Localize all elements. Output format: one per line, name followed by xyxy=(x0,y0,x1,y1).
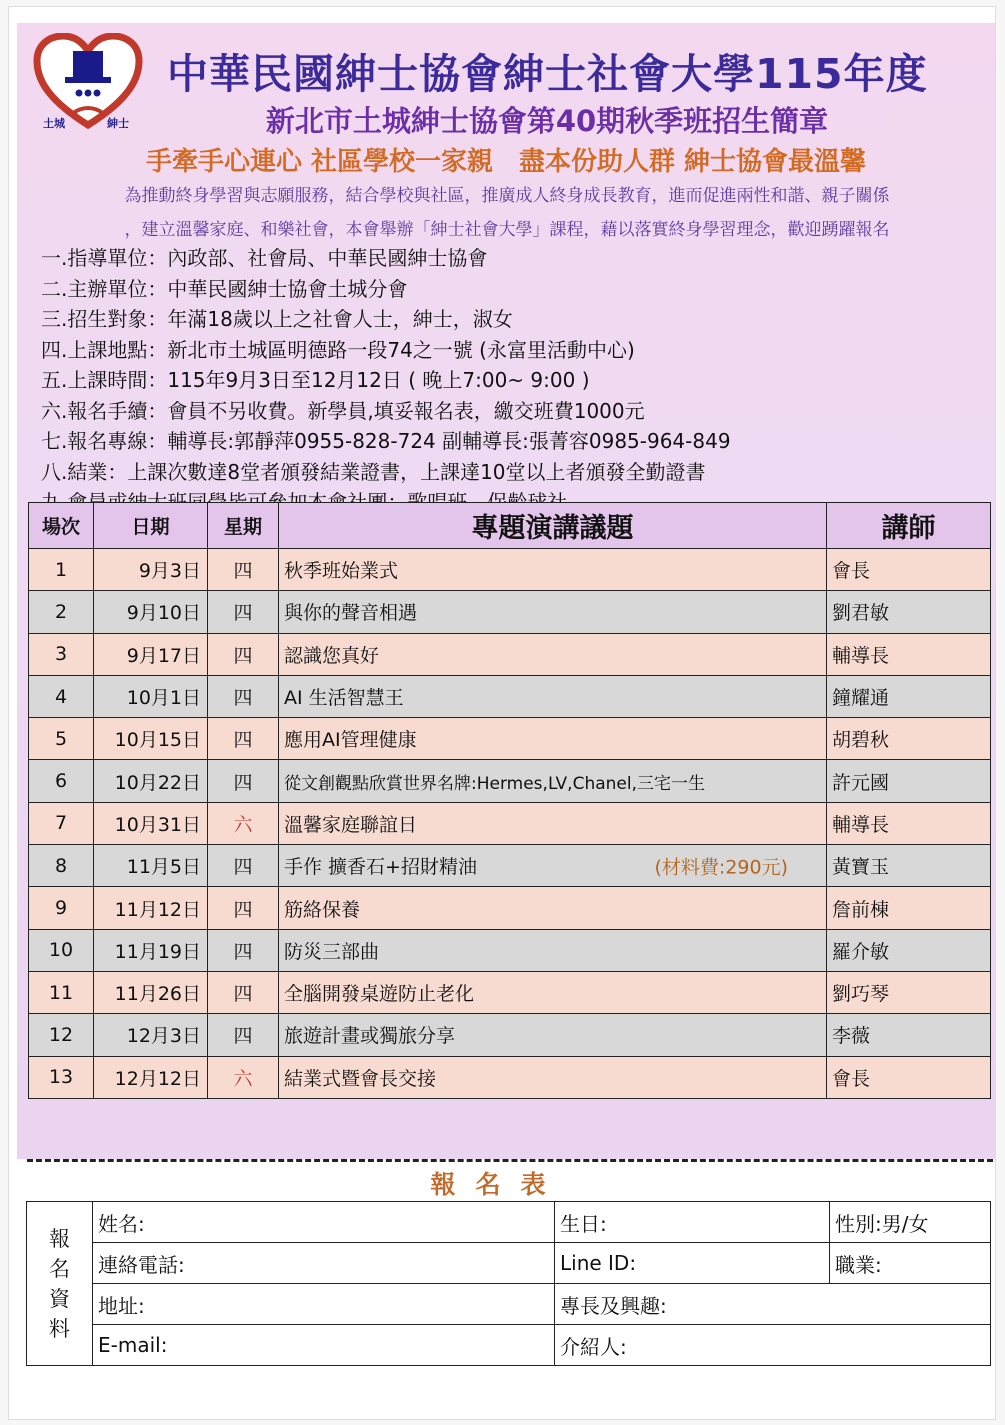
page-title: 中華民國紳士協會紳士社會大學115年度 xyxy=(167,50,928,98)
info-item-clubs: 九.會員或紳大班同學皆可參加本會社團：歌唱班、保齡球社 xyxy=(41,490,568,514)
session-date: 10月1日 xyxy=(94,675,208,717)
session-weekday: 四 xyxy=(208,887,279,929)
session-no: 13 xyxy=(29,1056,94,1098)
session-date: 11月19日 xyxy=(94,929,208,971)
session-no: 5 xyxy=(29,718,94,760)
referrer-field[interactable]: 介紹人: xyxy=(555,1325,991,1366)
table-row xyxy=(29,591,991,633)
info-item-guidance: 一.指導單位：內政部、社會局、中華民國紳士協會 xyxy=(41,246,488,270)
table-row xyxy=(29,633,991,675)
session-no: 3 xyxy=(29,633,94,675)
session-lecturer: 黃寶玉 xyxy=(827,845,991,887)
registration-form xyxy=(26,1201,991,1366)
session-lecturer: 詹前棟 xyxy=(827,887,991,929)
session-topic: 旅遊計畫或獨旅分享 xyxy=(279,1014,827,1056)
session-weekday: 四 xyxy=(208,971,279,1013)
session-no: 8 xyxy=(29,845,94,887)
session-weekday: 四 xyxy=(208,718,279,760)
session-weekday: 四 xyxy=(208,760,279,802)
page-subtitle: 新北市土城紳士協會第40期秋季班招生簡章 xyxy=(265,104,829,138)
session-topic: 認識您真好 xyxy=(279,633,827,675)
session-no: 1 xyxy=(29,549,94,591)
table-row xyxy=(29,887,991,929)
occupation-field[interactable]: 職業: xyxy=(830,1243,991,1284)
info-item-registration: 六.報名手續：會員不另收費。新學員,填妥報名表，繳交班費1000元 xyxy=(41,398,645,423)
session-no: 10 xyxy=(29,929,94,971)
session-lecturer: 李薇 xyxy=(827,1014,991,1056)
session-date: 9月17日 xyxy=(94,633,208,675)
session-topic: 應用AI管理健康 xyxy=(279,718,827,760)
email-field[interactable]: E-mail: xyxy=(93,1325,555,1366)
session-topic: 溫馨家庭聯誼日 xyxy=(279,802,827,844)
session-date: 9月10日 xyxy=(94,591,208,633)
session-date: 11月5日 xyxy=(94,845,208,887)
session-lecturer: 會長 xyxy=(827,1056,991,1098)
info-item-organizer: 二.主辦單位：中華民國紳士協會土城分會 xyxy=(41,276,408,301)
session-weekday: 四 xyxy=(208,845,279,887)
schedule-header-row xyxy=(29,503,991,549)
phone-field[interactable]: 連絡電話: xyxy=(93,1243,555,1284)
session-topic: 防災三部曲 xyxy=(279,929,827,971)
session-no: 12 xyxy=(29,1014,94,1056)
session-weekday: 四 xyxy=(208,1014,279,1056)
session-weekday: 六 xyxy=(208,1056,279,1098)
session-no: 9 xyxy=(29,887,94,929)
line-id-field[interactable]: Line ID: xyxy=(555,1243,830,1284)
schedule-table xyxy=(28,502,991,1099)
session-lecturer: 會長 xyxy=(827,549,991,591)
registration-form-title: 報名表 xyxy=(430,1170,566,1199)
session-weekday: 四 xyxy=(208,633,279,675)
session-lecturer: 許元國 xyxy=(827,760,991,802)
session-no: 2 xyxy=(29,591,94,633)
session-lecturer: 胡碧秋 xyxy=(827,718,991,760)
col-header-weekday: 星期 xyxy=(208,503,279,549)
session-no: 11 xyxy=(29,971,94,1013)
session-weekday: 六 xyxy=(208,802,279,844)
table-row xyxy=(29,845,991,887)
association-logo xyxy=(33,33,143,131)
info-item-location: 四.上課地點：新北市土城區明德路一段74之一號 (永富里活動中心) xyxy=(41,337,635,362)
session-lecturer: 鐘耀通 xyxy=(827,675,991,717)
table-row xyxy=(29,971,991,1013)
col-header-topic: 專題演講議題 xyxy=(279,503,827,549)
info-item-hotline: 七.報名專線：輔導長:郭靜萍0955-828-724 副輔導長:張菁容0985-964-849 xyxy=(41,429,731,453)
col-header-session: 場次 xyxy=(29,503,94,549)
session-date: 11月26日 xyxy=(94,971,208,1013)
session-date: 12月3日 xyxy=(94,1014,208,1056)
table-row xyxy=(29,549,991,591)
session-date: 9月3日 xyxy=(94,549,208,591)
table-row xyxy=(29,929,991,971)
session-date: 10月31日 xyxy=(94,802,208,844)
session-topic: 全腦開發桌遊防止老化 xyxy=(279,971,827,1013)
table-row xyxy=(29,802,991,844)
session-topic: 手作 擴香石+招財精油 xyxy=(284,856,477,879)
session-date: 12月12日 xyxy=(94,1056,208,1098)
session-lecturer: 劉巧琴 xyxy=(827,971,991,1013)
table-row xyxy=(29,675,991,717)
info-list xyxy=(41,243,981,518)
session-lecturer: 輔導長 xyxy=(827,802,991,844)
info-item-time: 五.上課時間：115年9月3日至12月12日 ( 晚上7:00~ 9:00 ) xyxy=(41,368,590,392)
table-row xyxy=(29,1056,991,1098)
form-side-label: 報 名 資 料 xyxy=(27,1202,93,1366)
col-header-date: 日期 xyxy=(94,503,208,549)
logo-text-right: 紳士 xyxy=(107,117,129,130)
session-topic: 秋季班始業式 xyxy=(279,549,827,591)
table-row xyxy=(29,718,991,760)
session-topic: 從文創觀點欣賞世界名牌:Hermes,LV,Chanel,三宅一生 xyxy=(279,760,827,802)
session-lecturer: 羅介敏 xyxy=(827,929,991,971)
name-field[interactable]: 姓名: xyxy=(93,1202,555,1243)
skills-interests-field[interactable]: 專長及興趣: xyxy=(555,1284,991,1325)
session-lecturer: 劉君敏 xyxy=(827,591,991,633)
material-fee-note: (材料費:290元) xyxy=(654,856,788,879)
gender-field[interactable]: 性別:男/女 xyxy=(830,1202,991,1243)
info-item-completion: 八.結業：上課次數達8堂者頒發結業證書，上課達10堂以上者頒發全勤證書 xyxy=(41,459,706,484)
session-no: 7 xyxy=(29,802,94,844)
session-topic: 筋絡保養 xyxy=(279,887,827,929)
session-topic: 與你的聲音相遇 xyxy=(279,591,827,633)
intro-line-2: ，建立溫馨家庭、和樂社會，本會舉辦「紳士社會大學」課程，藉以落實終身學習理念，歡迎踴躍報名 xyxy=(124,220,890,240)
session-date: 10月15日 xyxy=(94,718,208,760)
session-weekday: 四 xyxy=(208,929,279,971)
session-weekday: 四 xyxy=(208,591,279,633)
info-item-eligibility: 三.招生對象：年滿18歲以上之社會人士，紳士，淑女 xyxy=(41,307,513,331)
flyer-page xyxy=(8,6,996,1420)
session-topic: AI 生活智慧王 xyxy=(279,675,827,717)
session-weekday: 四 xyxy=(208,549,279,591)
cut-line-divider xyxy=(27,1159,993,1162)
address-field[interactable]: 地址: xyxy=(93,1284,555,1325)
birthday-field[interactable]: 生日: xyxy=(555,1202,830,1243)
session-date: 11月12日 xyxy=(94,887,208,929)
table-row xyxy=(29,760,991,802)
session-weekday: 四 xyxy=(208,675,279,717)
table-row xyxy=(29,1014,991,1056)
session-topic-cell xyxy=(279,845,827,887)
logo-text-left: 土城 xyxy=(43,117,65,130)
session-topic: 結業式暨會長交接 xyxy=(279,1056,827,1098)
session-lecturer: 輔導長 xyxy=(827,633,991,675)
col-header-lecturer: 講師 xyxy=(827,503,991,549)
slogan: 手牽手心連心 社區學校一家親 盡本份助人群 紳士協會最溫馨 xyxy=(145,147,867,177)
intro-line-1: 為推動終身學習與志願服務，結合學校與社區，推廣成人終身成長教育，進而促進兩性和諧、親子關係 xyxy=(124,186,890,206)
session-no: 6 xyxy=(29,760,94,802)
session-date: 10月22日 xyxy=(94,760,208,802)
session-no: 4 xyxy=(29,675,94,717)
